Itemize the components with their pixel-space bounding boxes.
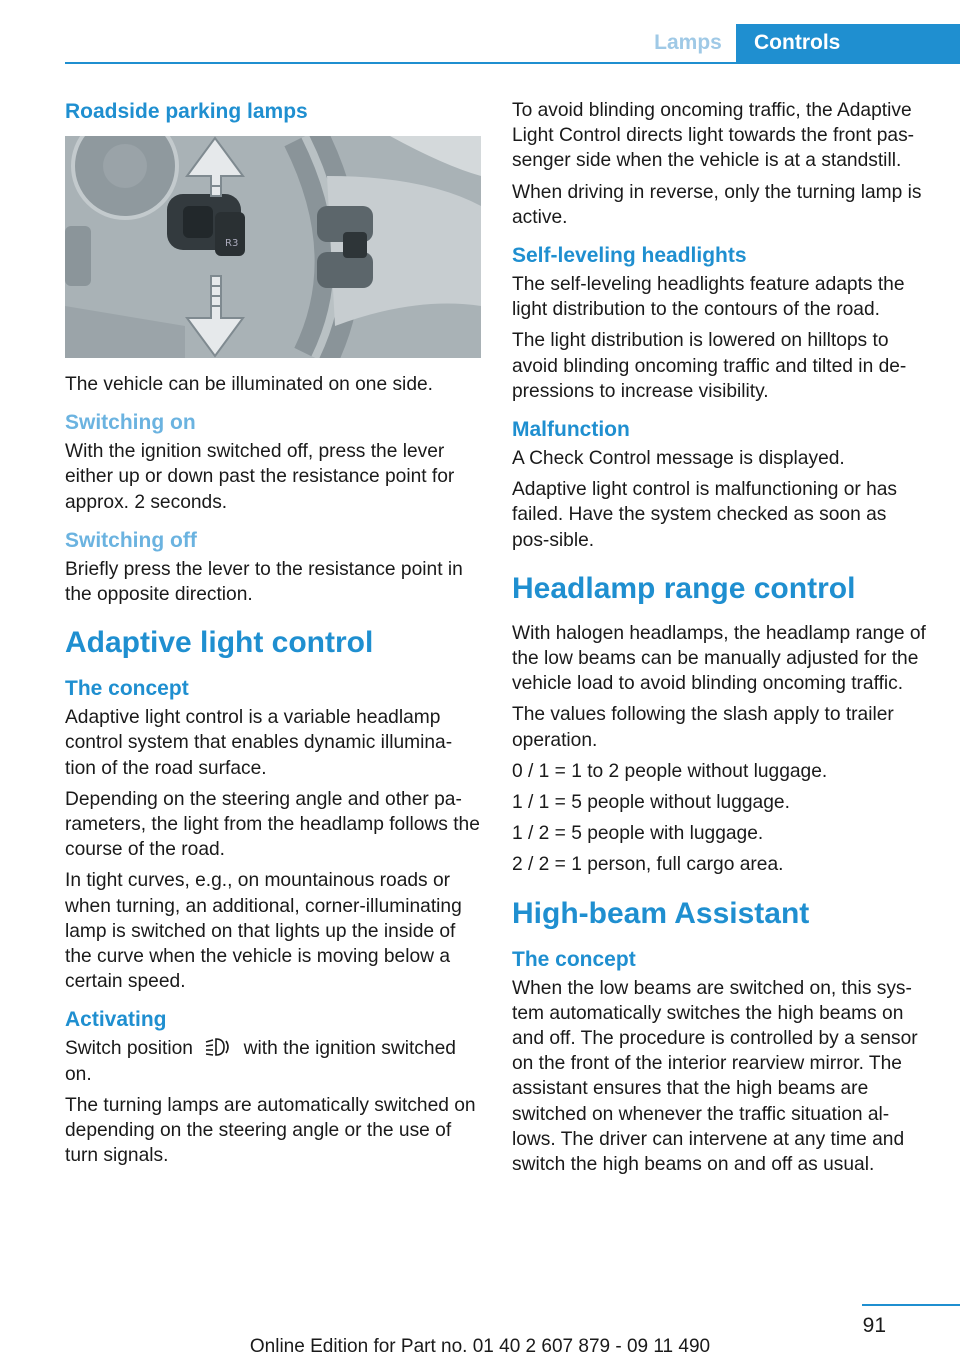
concept-paragraph-1: Adaptive light control is a variable headlamp control system that enables dynamic illumina‐tion of the road surface.: [65, 707, 453, 779]
range-item: 1 / 2 = 5 people with luggage.: [512, 823, 764, 845]
roadside-parking-heading: Roadside parking lamps: [65, 100, 308, 123]
activating-text-after: with the ignition switched on.: [65, 1038, 456, 1085]
right-column: [512, 98, 928, 1183]
activating-text-before: Switch position: [65, 1038, 193, 1060]
header-section-lamps: Lamps: [654, 31, 722, 54]
headlamp-range-heading: Headlamp range control: [512, 571, 856, 605]
activating-heading: Activating: [65, 1008, 167, 1032]
left-column: [65, 98, 481, 1174]
malfunction-paragraph-1: A Check Control message is displayed.: [512, 448, 845, 470]
switching-on-heading: Switching on: [65, 411, 196, 435]
concept-paragraph-2: Depending on the steering angle and other pa‐rameters, the light from the headlamp follows the course of the road.: [65, 788, 480, 861]
malfunction-heading: Malfunction: [512, 418, 630, 442]
activating-paragraph-2: The turning lamps are automatically switched on depending on the steering angle or the use of turn signals.: [65, 1094, 476, 1167]
self-leveling-paragraph-2: The light distribution is lowered on hilltops to avoid blinding oncoming traffic and tilted in de‐pressions to increase visibility.: [512, 330, 907, 402]
concept-paragraph-3: In tight curves, e.g., on mountainous roads or when turning, an additional, corner-illuminating lamp is switched on that lights up the inside of the curve when the vehicle is moving below a certain speed.: [65, 870, 462, 993]
switching-off-text: Briefly press the lever to the resistance point in the opposite direction.: [65, 558, 463, 606]
svg-text:R3: R3: [225, 238, 239, 249]
high-beam-assistant-heading: High-beam Assistant: [512, 896, 810, 930]
self-leveling-paragraph-1: The self-leveling headlights feature adapts the light distribution to the contours of the road.: [512, 274, 905, 321]
intro-paragraph-2: When driving in reverse, only the turning lamp is active.: [512, 181, 922, 228]
range-item: 1 / 1 = 5 people without luggage.: [512, 792, 790, 814]
range-item: 0 / 1 = 1 to 2 people without luggage.: [512, 760, 828, 782]
activating-paragraph-1: [65, 1036, 481, 1086]
range-item: 2 / 2 = 1 person, full cargo area.: [512, 854, 784, 876]
malfunction-paragraph-2: Adaptive light control is malfunctioning or has failed. Have the system checked as soon as pos‐sible.: [512, 479, 898, 551]
header-chapter-controls: Controls: [736, 24, 960, 64]
range-paragraph-2: The values following the slash apply to trailer operation.: [512, 704, 894, 751]
header-rule: [65, 62, 960, 64]
switching-off-heading: Switching off: [65, 528, 197, 552]
adaptive-light-heading: Adaptive light control: [65, 626, 374, 660]
footer-rule: [862, 1304, 960, 1306]
concept-heading: The concept: [65, 677, 189, 701]
adaptive-headlight-icon: [204, 1036, 232, 1058]
page-number: 91: [862, 1314, 886, 1337]
roadside-text: The vehicle can be illuminated on one side.: [65, 374, 433, 395]
steering-lever-illustration: [65, 136, 481, 358]
intro-paragraph-1: To avoid blinding oncoming traffic, the Adaptive Light Control directs light towards the front pas‐senger side when the vehicle is at a standstill.: [512, 100, 915, 172]
high-beam-concept-heading: The concept: [512, 947, 636, 971]
self-leveling-heading: Self-leveling headlights: [512, 244, 747, 268]
switching-on-text: With the ignition switched off, press the lever either up or down past the resistance point for approx. 2 seconds.: [65, 441, 455, 513]
high-beam-paragraph-1: When the low beams are switched on, this sys‐tem automatically switches the high beams on and off. The procedure is controlled by a sensor on the front of the interior rearview mirror. The assistant ensures that the high beams are switched on whenever the traffic situation al‐lows. The driver can intervene at any time and switch the high beams on and off as usual.: [512, 977, 918, 1176]
edition-footer: Online Edition for Part no. 01 40 2 607 879 - 09 11 490: [249, 1336, 711, 1357]
range-paragraph-1: With halogen headlamps, the headlamp range of the low beams can be manually adjusted for the vehicle load to avoid blinding oncoming traffic.: [512, 622, 926, 695]
